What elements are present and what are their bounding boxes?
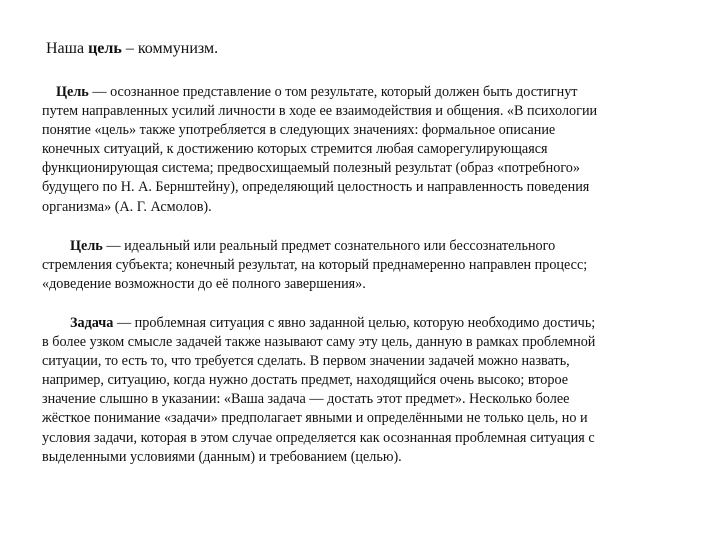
page-title	[46, 39, 218, 59]
paragraph-line: «доведение возможности до её полного завершения».	[42, 276, 366, 293]
paragraph-line: путем направленных усилий личности в ходе ее взаимодействия и общения. «В психологии	[42, 103, 598, 120]
paragraph-line: в более узком смысле задачей также называют саму эту цель, данную в рамках проблемной	[42, 334, 596, 351]
term-goal: Цель	[56, 84, 89, 100]
paragraph-line: стремления субъекта; конечный результат, на который преднамеренно направлен процесс;	[42, 257, 588, 274]
paragraph-line: организма» (А. Г. Асмолов).	[42, 198, 212, 215]
paragraph-line: жёсткое понимание «задачи» предполагает явными и определёнными не только цель, но и	[42, 410, 588, 427]
paragraph-line: Цель — идеальный или реальный предмет сознательного или бессознательного	[70, 238, 556, 254]
heading-bold-word: цель	[88, 40, 122, 57]
paragraph-line: выделенными условиями (данным) и требованием (целью).	[42, 448, 402, 465]
paragraph-line: конечных ситуаций, к достижению которых стремится любая саморегулирующаяся	[42, 141, 548, 158]
paragraph-line: будущего по Н. А. Бернштейну), определяющий целостность и направленность поведения	[42, 179, 590, 196]
paragraph-line: Цель — осознанное представление о том результате, который должен быть достигнут	[56, 84, 578, 100]
paragraph-line: условия задачи, которая в этом случае определяется как осознанная проблемная ситуация с	[42, 429, 595, 446]
paragraph-line: значение слышно в указании: «Ваша задача — достать этот предмет». Несколько более	[42, 391, 570, 408]
paragraph-line: например, ситуацию, когда нужно достать предмет, находящийся очень высоко; второе	[42, 372, 569, 389]
paragraph-line: понятие «цель» также употребляется в следующих значениях: формальное описание	[42, 122, 556, 139]
paragraph-line: функционирующая система; предвосхищаемый полезный результат (образ «потребного»	[42, 160, 580, 177]
paragraph-task-definition	[42, 314, 682, 467]
paragraph-goal-alt-definition	[42, 237, 682, 294]
heading-prefix: Наша	[46, 40, 89, 57]
paragraph-goal-definition	[42, 83, 682, 217]
term-task: Задача	[70, 315, 114, 331]
heading-suffix: – коммунизм.	[121, 40, 219, 57]
paragraph-line: ситуации, то есть то, что требуется сделать. В первом значении задачей можно назвать,	[42, 353, 570, 370]
term-goal: Цель	[70, 238, 103, 254]
paragraph-line: Задача — проблемная ситуация с явно заданной целью, которую необходимо достичь;	[70, 315, 596, 331]
